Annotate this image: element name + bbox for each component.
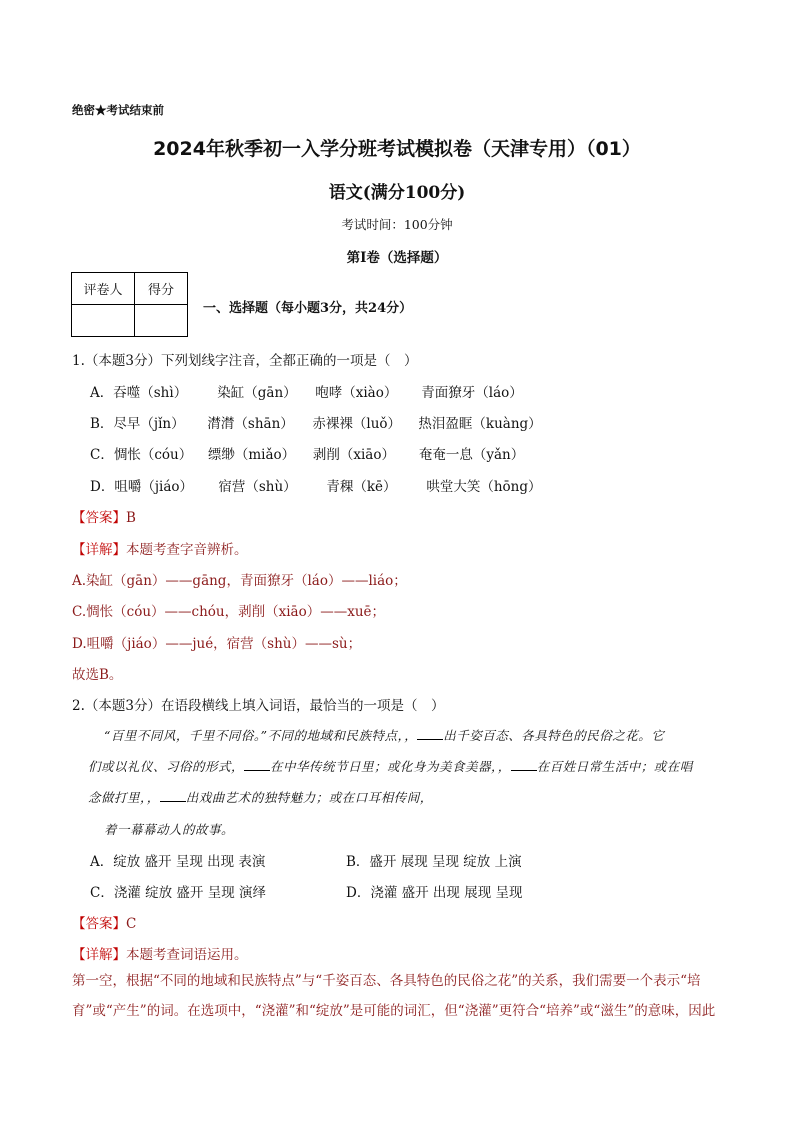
confidential-mark: 绝密★考试结束前 — [72, 103, 164, 117]
passage-text: 出千姿百态、各具特色的民俗之花。它 — [443, 728, 665, 743]
option-item: 赤裸裸（luǒ） — [312, 416, 402, 432]
score-cell[interactable] — [135, 305, 188, 337]
option-text: 浇灌 绽放 盛开 呈现 演绎 — [113, 885, 267, 901]
q2-passage-line-1 — [104, 726, 664, 744]
answer-label: 【答案】 — [72, 510, 126, 526]
detail-intro: 本题考查字音辨析。 — [126, 542, 248, 558]
option-item: 剥削（xiāo） — [312, 447, 395, 463]
q2-passage-line-2 — [88, 757, 693, 775]
passage-text: 念做打里，， — [88, 790, 160, 805]
option-item: 青面獠牙（láo） — [421, 385, 523, 401]
option-letter: C． — [90, 885, 114, 901]
detail-intro: 本题考查词语运用。 — [126, 947, 248, 963]
passage-text: “百里不同风，千里不同俗。”不同的地域和民族特点，， — [104, 728, 418, 743]
option-item: 青稞（kē） — [326, 479, 397, 495]
option-item: 染缸（gān） — [217, 385, 297, 401]
option-item: 宿营（shù） — [218, 479, 297, 495]
option-letter: B． — [90, 416, 114, 432]
q2-detail-paragraph: 第一空，根据“不同的地域和民族特点”与“千姿百态、各具特色的民俗之花”的关系，我们需要一个表示“培育”或“产生”的词。在选项中，“浇灌”和“绽放”是可能的词汇，但“浇灌”更符合“培养”或“滋生”的意味，因此 — [72, 973, 716, 1019]
q1-option-b — [90, 412, 542, 432]
option-item: 热泪盈眶（kuàng） — [418, 416, 542, 432]
detail-label: 【详解】 — [72, 947, 126, 963]
q2-option-c — [90, 881, 266, 901]
option-item: 咆哮（xiào） — [315, 385, 398, 401]
subject-line: 语文(满分100分) — [328, 183, 466, 203]
q1-detail — [72, 538, 248, 558]
passage-text: 们或以礼仪、习俗的形式， — [88, 759, 245, 774]
option-text: 绽放 盛开 呈现 出现 表演 — [113, 854, 266, 870]
q2-answer — [72, 912, 136, 932]
part-heading: 第Ⅰ卷（选择题） — [346, 250, 448, 266]
option-text: 盛开 展现 呈现 绽放 上演 — [369, 854, 522, 870]
option-item: 咀嚼（jiáo） — [114, 479, 194, 495]
passage-text: 着一幕幕动人的故事。 — [104, 822, 235, 837]
answer-value: C — [126, 916, 137, 932]
passage-text: 出戏曲艺术的独特魅力；或在口耳相传间， — [185, 790, 433, 805]
option-text: 浇灌 盛开 出现 展现 呈现 — [370, 885, 523, 901]
answer-label: 【答案】 — [72, 916, 126, 932]
fill-blank[interactable] — [244, 758, 270, 771]
option-letter: B． — [346, 854, 370, 870]
option-letter: D． — [346, 885, 371, 901]
q2-passage-line-4 — [104, 820, 234, 838]
score-header: 得分 — [135, 273, 188, 305]
fill-blank[interactable] — [511, 758, 537, 771]
grader-cell[interactable] — [72, 305, 135, 337]
passage-text: 在百姓日常生活中；或在唱 — [536, 759, 693, 774]
q1-detail-line-a: A.染缸（gān）——gāng，青面獠牙（láo）——liáo； — [72, 573, 407, 589]
option-letter: D． — [90, 479, 115, 495]
q2-option-a — [90, 850, 265, 870]
grader-header: 评卷人 — [72, 273, 135, 305]
exam-time: 考试时间：100分钟 — [341, 217, 453, 232]
option-letter: A． — [90, 385, 114, 401]
q2-passage-line-3 — [88, 788, 433, 806]
option-item: 尽早（jǐn） — [113, 416, 185, 432]
exam-title: 2024年秋季初一入学分班考试模拟卷（天津专用）（01） — [153, 138, 641, 160]
q2-detail — [72, 943, 248, 963]
fill-blank[interactable] — [160, 789, 186, 802]
passage-text: 在中华传统节日里；或化身为美食美器，， — [270, 759, 511, 774]
question-1-stem: 1.（本题3分）下列划线字注音，全都正确的一项是（ ） — [72, 353, 418, 369]
q1-conclusion: 故选B。 — [72, 667, 123, 683]
detail-label: 【详解】 — [72, 542, 126, 558]
option-item: 奄奄一息（yǎn） — [418, 447, 525, 463]
option-letter: A． — [90, 854, 114, 870]
q1-option-c — [90, 443, 524, 463]
question-2-stem: 2.（本题3分）在语段横线上填入词语，最恰当的一项是（ ） — [72, 698, 445, 714]
option-item: 吞噬（shì） — [113, 385, 188, 401]
option-item: 潸潸（shān） — [207, 416, 294, 432]
q2-option-b — [346, 850, 522, 870]
fill-blank[interactable] — [417, 727, 443, 740]
score-table — [71, 272, 188, 337]
option-item: 缥缈（miǎo） — [207, 447, 296, 463]
q1-detail-line-c: C.惆怅（cóu）——chóu，剥削（xiāo）——xuē； — [72, 604, 386, 620]
answer-value: B — [126, 510, 136, 526]
section-heading: 一、选择题（每小题3分，共24分） — [203, 301, 413, 316]
option-item: 惆怅（cóu） — [113, 447, 193, 463]
q1-option-d — [90, 475, 542, 495]
option-letter: C． — [90, 447, 114, 463]
q1-answer — [72, 506, 136, 526]
q1-detail-line-d: D.咀嚼（jiáo）——jué，宿营（shù）——sù； — [72, 636, 362, 652]
option-item: 哄堂大笑（hōng） — [426, 479, 542, 495]
q2-option-d — [346, 881, 523, 901]
q1-option-a — [90, 381, 523, 401]
